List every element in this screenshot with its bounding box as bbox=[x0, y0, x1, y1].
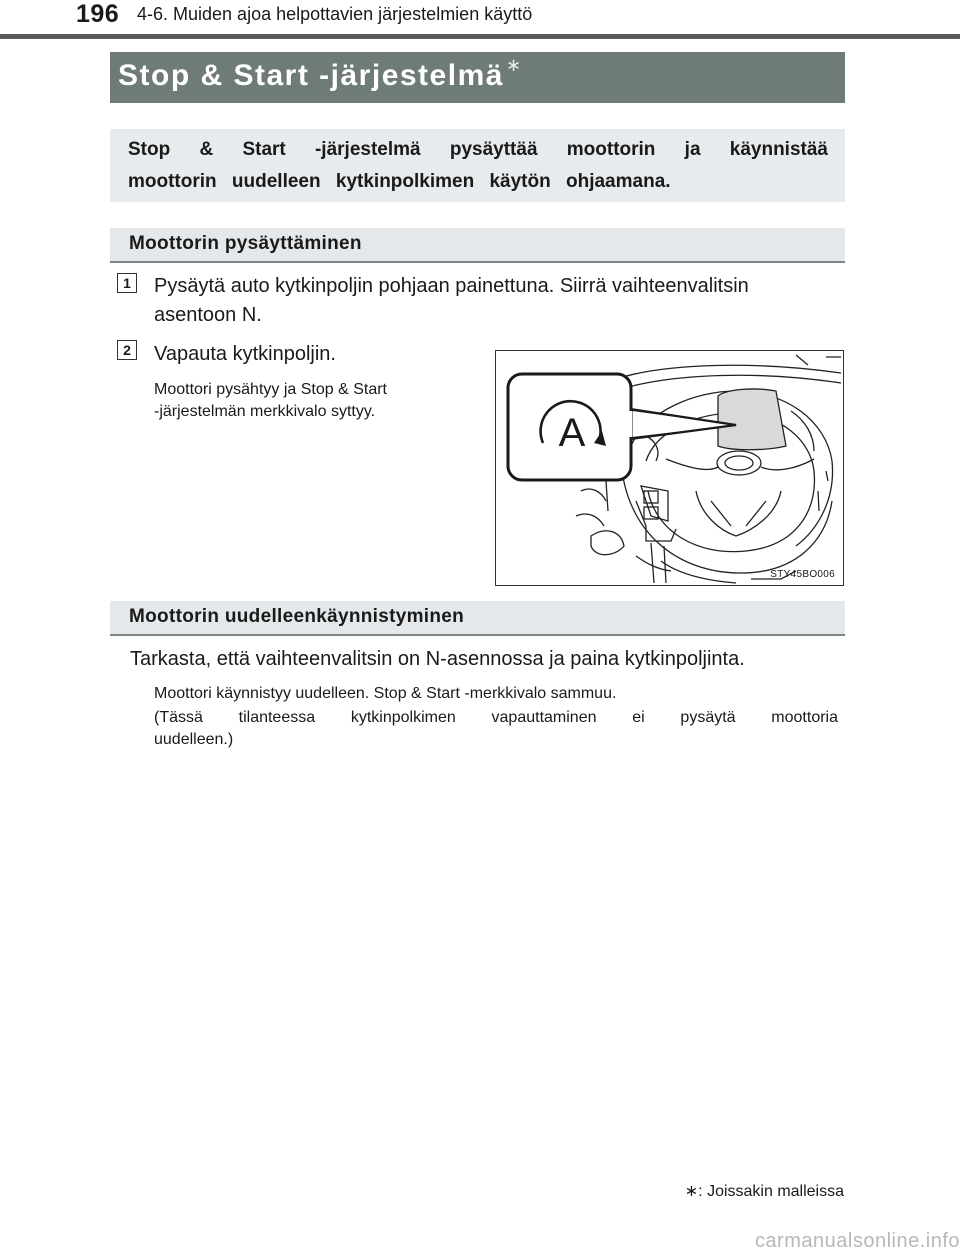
section-heading-restarting-text: Moottorin uudelleenkäynnistyminen bbox=[129, 606, 465, 627]
section-heading-stopping-text: Moottorin pysäyttäminen bbox=[129, 233, 362, 254]
restart-note-line2: (Tässä tilanteessa kytkinpolkimen vapauttaminen ei pysäytä moottoria bbox=[154, 709, 838, 726]
intro-text: Stop & Start -järjestelmä pysäyttää moottorin ja käynnistää moottorin uudelleen kytkinpolkimen käytön ohjaamana. bbox=[128, 139, 828, 192]
footnote: ∗: Joissakin malleissa bbox=[684, 1183, 844, 1200]
step-1-text-line1: Pysäytä auto kytkinpoljin pohjaan painettuna. Siirrä vaihteenvalitsin bbox=[154, 275, 749, 297]
page-title-text: Stop & Start -järjestelmä bbox=[118, 59, 504, 92]
watermark: carmanualsonline.info bbox=[754, 1230, 960, 1252]
section-heading-restarting bbox=[110, 601, 845, 636]
restart-note-line3: uudelleen.) bbox=[154, 731, 234, 748]
title-bar bbox=[110, 52, 845, 103]
step-1-badge: 1 bbox=[117, 273, 137, 293]
section-heading-stopping bbox=[110, 228, 845, 263]
stop-start-indicator-letter: A bbox=[558, 411, 586, 455]
step-2-badge: 2 bbox=[117, 340, 137, 360]
running-header: 4-6. Muiden ajoa helpottavien järjestelmien käyttö bbox=[137, 4, 533, 24]
steering-wheel-drawing bbox=[496, 351, 843, 585]
step-2-note-line2: -järjestelmän merkkivalo syttyy. bbox=[154, 403, 376, 420]
optional-feature-mark: ∗ bbox=[505, 55, 523, 75]
restart-note-line1: Moottori käynnistyy uudelleen. Stop & Start -merkkivalo sammuu. bbox=[154, 685, 617, 702]
step-2-text: Vapauta kytkinpoljin. bbox=[154, 343, 336, 365]
steering-wheel-illustration bbox=[495, 350, 844, 586]
header-rule bbox=[0, 34, 960, 39]
intro-box bbox=[110, 129, 845, 202]
restart-instruction: Tarkasta, että vaihteenvalitsin on N-asennossa ja paina kytkinpoljinta. bbox=[130, 648, 745, 670]
page-number: 196 bbox=[76, 0, 120, 28]
page-title bbox=[118, 55, 523, 93]
step-1-text-line2: asentoon N. bbox=[154, 304, 262, 326]
step-2-note-line1: Moottori pysähtyy ja Stop & Start bbox=[154, 381, 387, 398]
figure-code: STY45BO006 bbox=[770, 569, 835, 580]
